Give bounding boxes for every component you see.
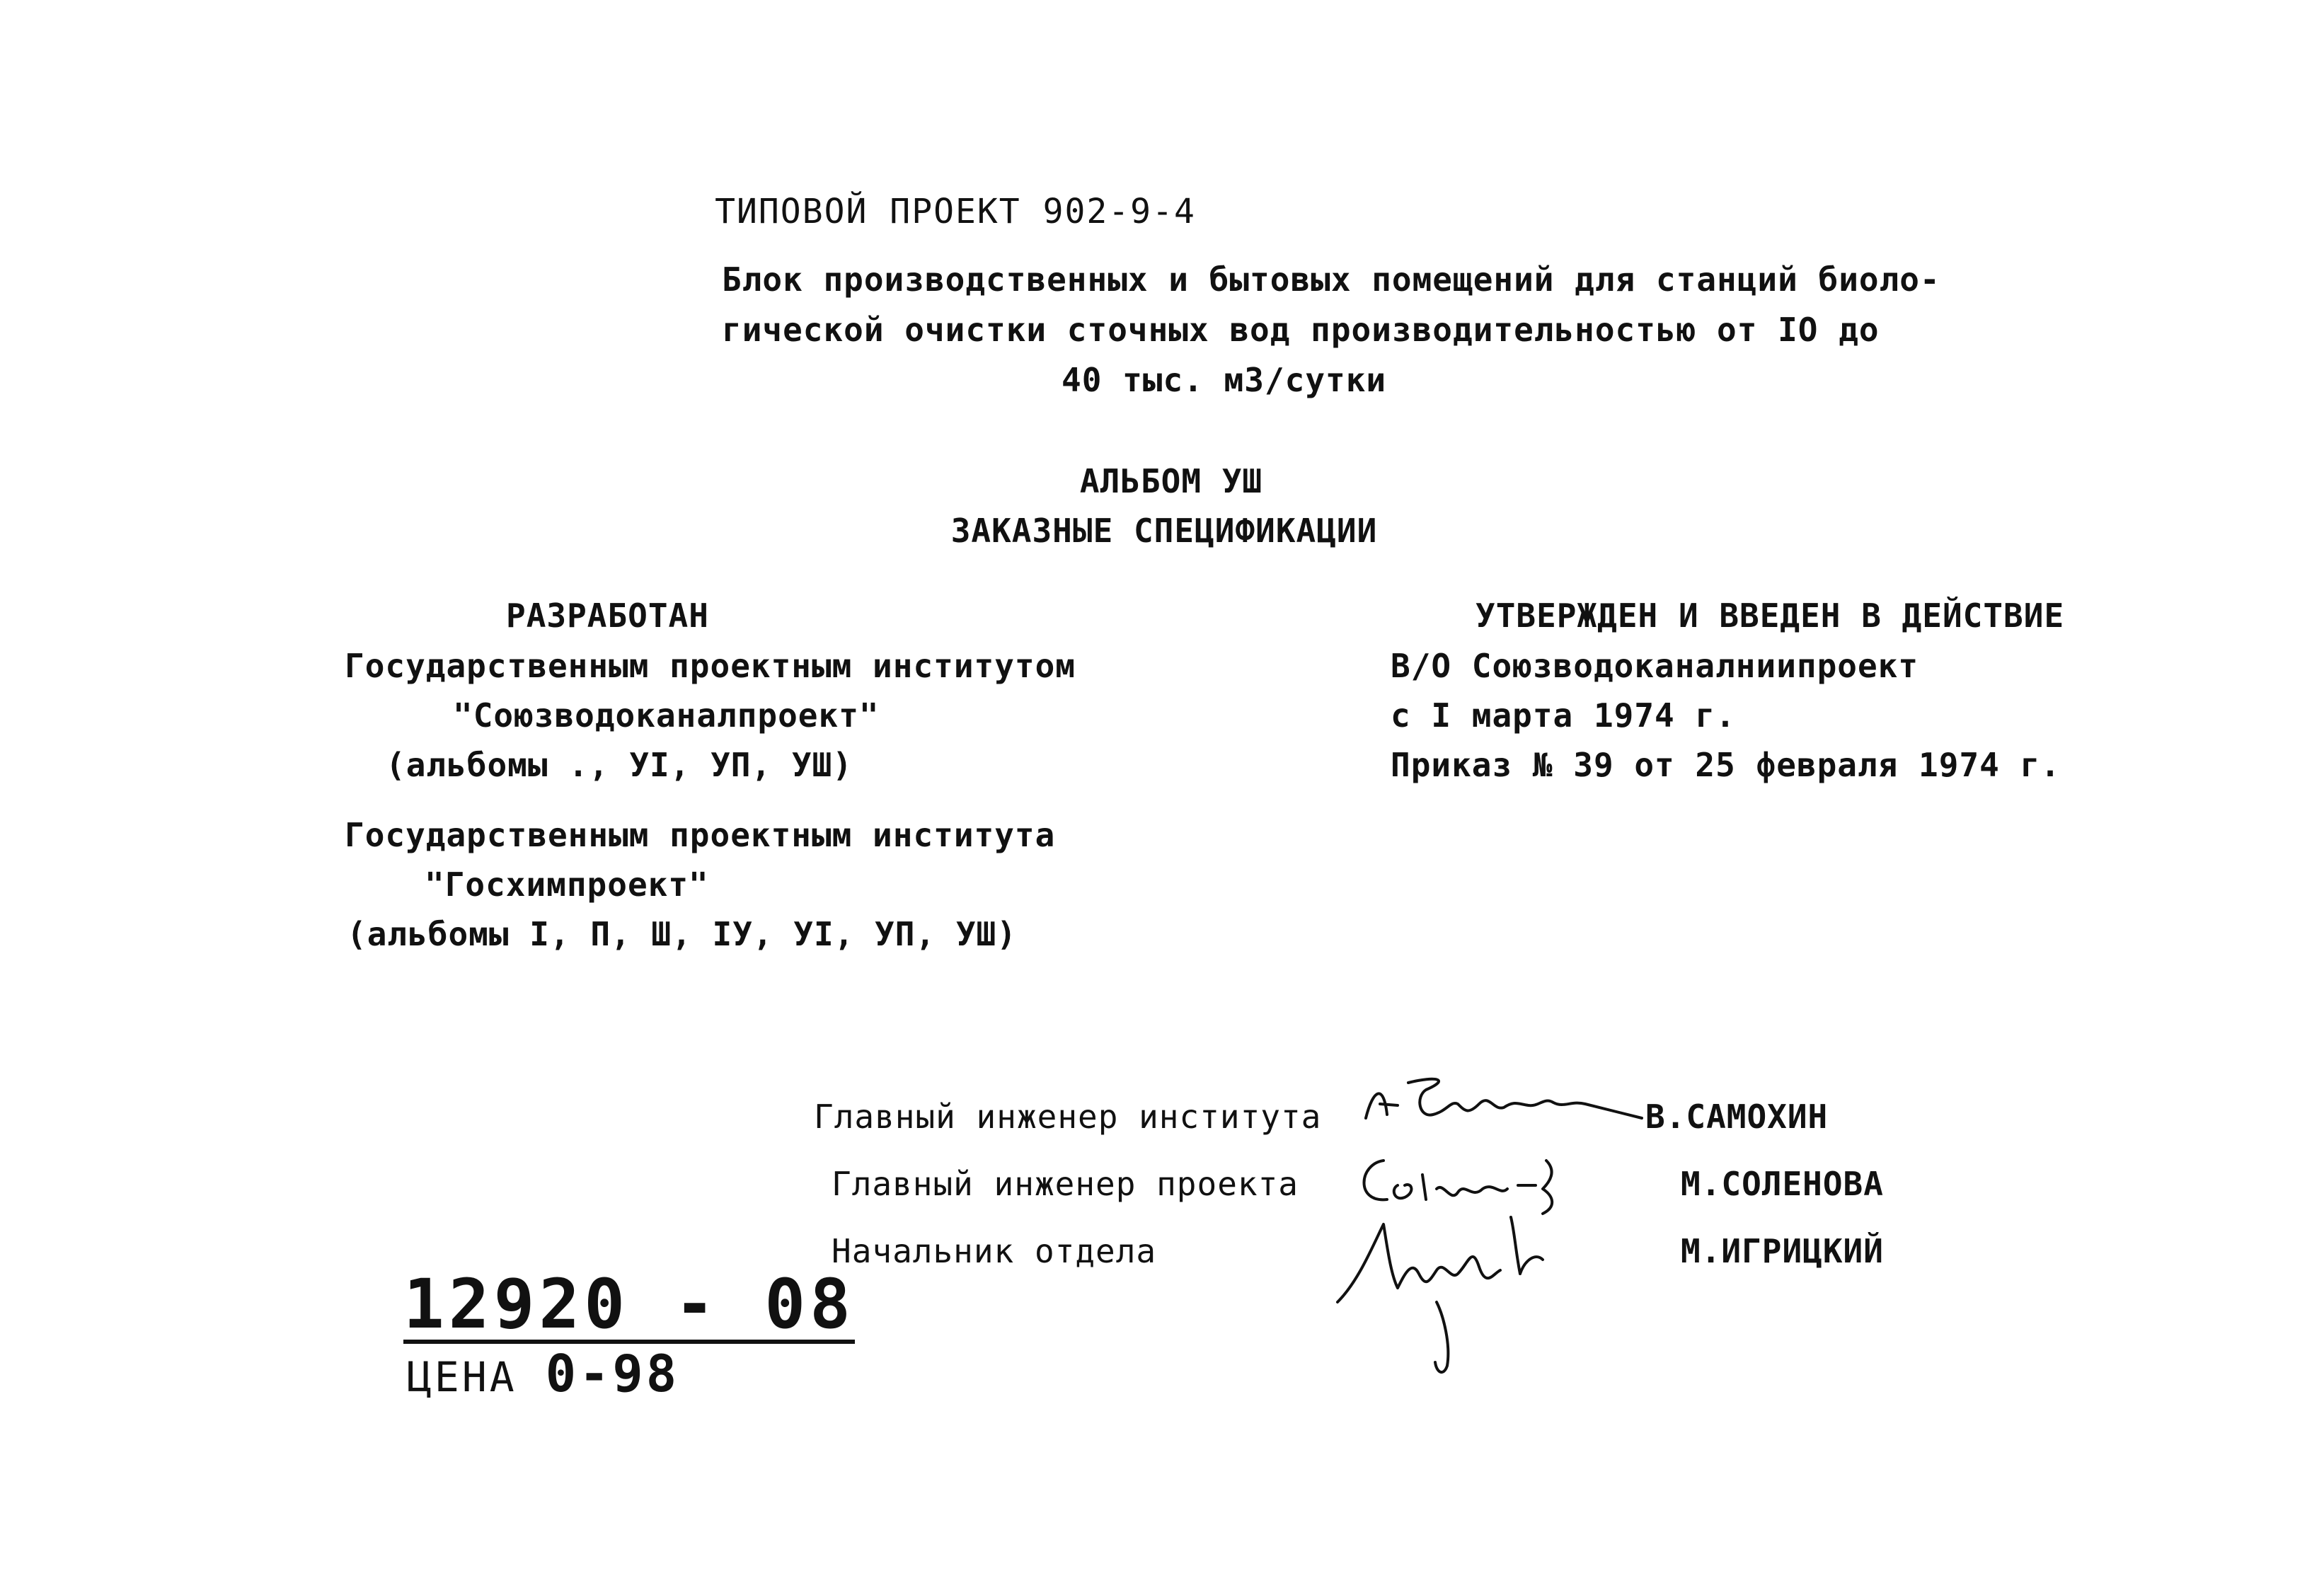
project-label: ТИПОВОЙ ПРОЕКТ 902-9-4 — [715, 192, 1196, 231]
description-line-3: 40 тыс. м3/сутки — [1062, 361, 1387, 399]
developed-org1-line2: "Союзводоканалпроект" — [453, 696, 880, 735]
developed-heading: РАЗРАБОТАН — [506, 597, 709, 635]
signature-role-1: Главный инженер института — [814, 1098, 1322, 1136]
signature-role-2: Главный инженер проекта — [832, 1165, 1299, 1203]
handwritten-signature-1 — [1359, 1061, 1656, 1139]
price-label: ЦЕНА — [407, 1353, 517, 1401]
developed-org2-line2: "Госхимпроект" — [425, 865, 709, 904]
description-line-2: гической очистки сточных вод производительностью от IO до — [722, 311, 1880, 349]
approved-line-2: с I марта 1974 г. — [1391, 696, 1736, 735]
album-title: АЛЬБОМ УШ — [1079, 462, 1263, 500]
approved-line-1: В/О Союзводоканалниипроект — [1391, 647, 1919, 685]
handwritten-signature-3 — [1330, 1203, 1599, 1387]
approved-line-3: Приказ № 39 от 25 февраля 1974 г. — [1391, 746, 2061, 784]
album-subtitle: ЗАКАЗНЫЕ СПЕЦИФИКАЦИИ — [950, 512, 1378, 550]
signature-name-2: М.СОЛЕНОВА — [1681, 1165, 1884, 1203]
description-line-1: Блок производственных и бытовых помещений для станций биоло- — [722, 260, 1940, 299]
price-value: 0-98 — [545, 1344, 680, 1403]
signature-name-1: В.САМОХИН — [1645, 1098, 1829, 1136]
catalogue-number: 12920 - 08 — [403, 1265, 855, 1344]
signature-role-3: Начальник отдела — [832, 1232, 1157, 1270]
approved-heading: УТВЕРЖДЕН И ВВЕДЕН В ДЕЙСТВИЕ — [1475, 597, 2065, 635]
developed-org1-line1: Государственным проектным институтом — [345, 647, 1076, 685]
developed-org2-albums: (альбомы I, П, Ш, IУ, УI, УП, УШ) — [347, 915, 1017, 953]
developed-org1-albums: (альбомы ., УI, УП, УШ) — [386, 746, 853, 784]
developed-org2-line1: Государственным проектным института — [345, 816, 1056, 854]
price-stamp — [407, 1344, 680, 1403]
signature-name-3: М.ИГРИЦКИЙ — [1681, 1232, 1884, 1270]
